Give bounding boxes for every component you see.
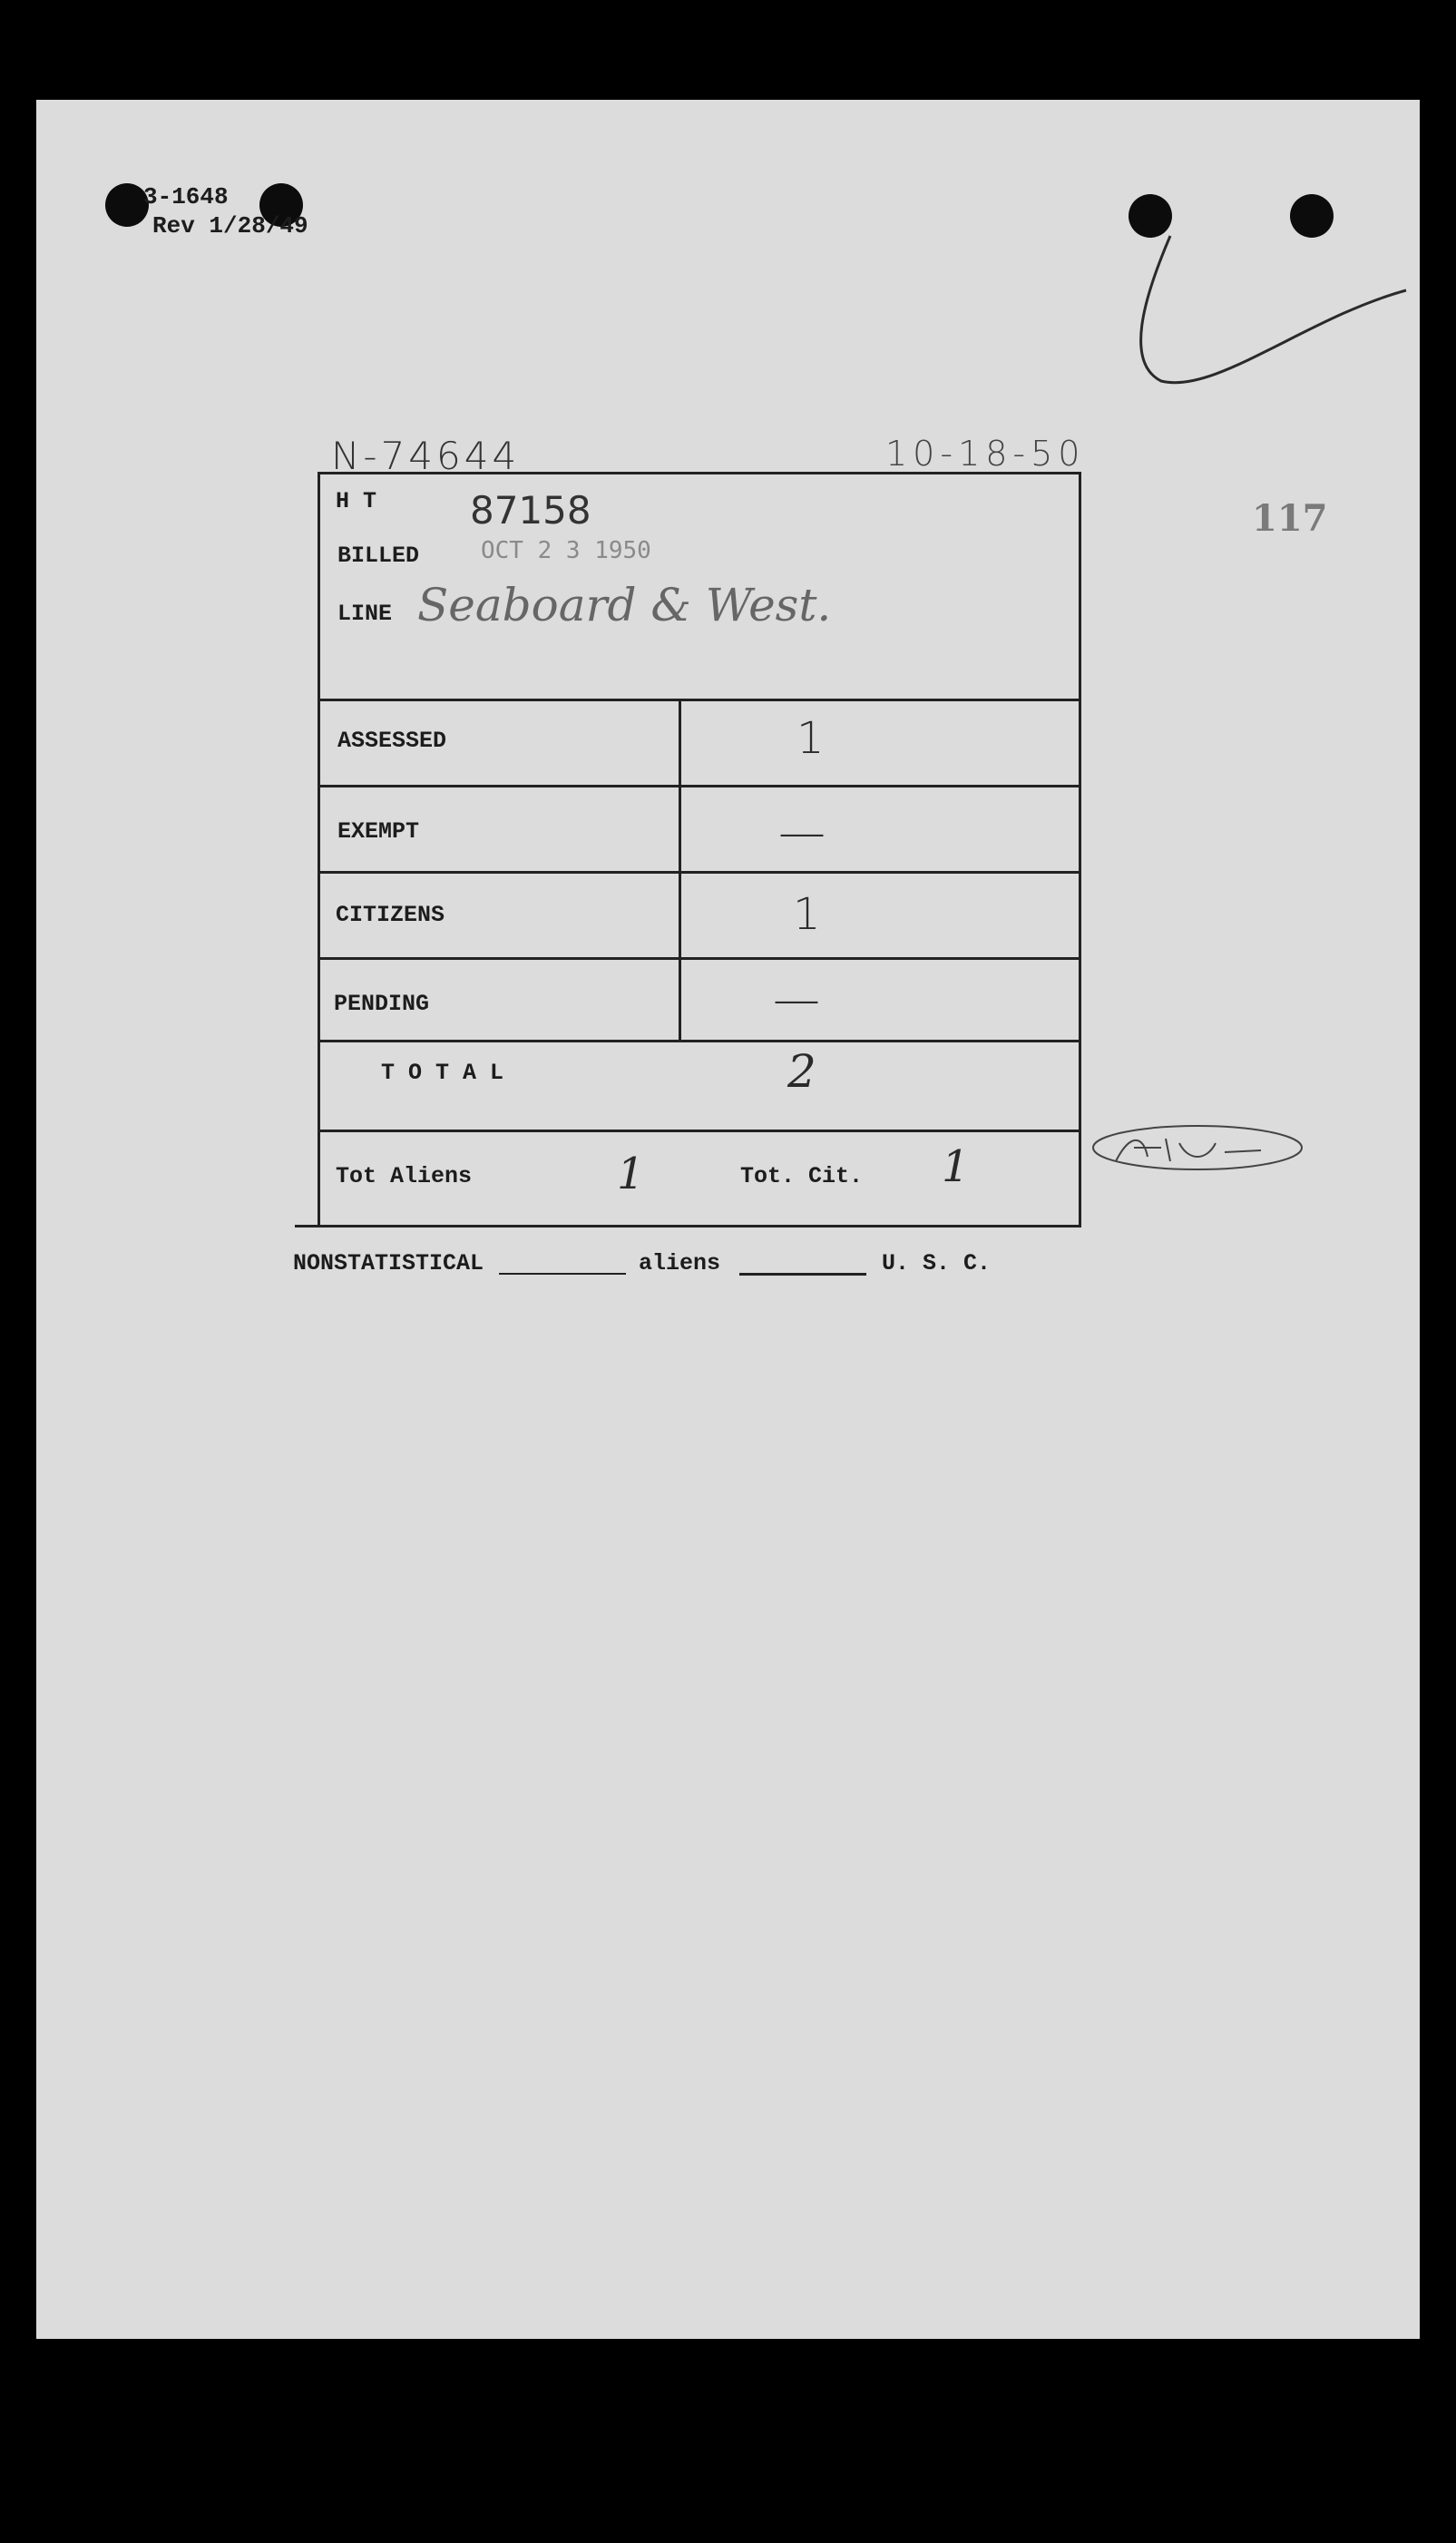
nonstatistical-label: NONSTATISTICAL xyxy=(293,1250,484,1276)
tot-aliens-value: 1 xyxy=(617,1149,645,1199)
ht-number: 87158 xyxy=(470,488,591,533)
check-mark-icon xyxy=(1107,209,1415,399)
row-label: ASSESSED xyxy=(337,728,447,754)
row-value: — xyxy=(773,973,820,1027)
shipping-line: Seaboard & West. xyxy=(417,579,832,631)
usc-label: U. S. C. xyxy=(882,1250,992,1276)
row-label: CITIZENS xyxy=(336,902,445,928)
form-revision: Rev 1/28/49 xyxy=(152,212,308,240)
page-number: 117 xyxy=(1252,497,1328,540)
line-label: LINE xyxy=(337,601,393,627)
row-value: — xyxy=(778,806,826,860)
billed-date-stamp: OCT 2 3 1950 xyxy=(481,537,651,564)
header-date: 10-18-50 xyxy=(885,434,1086,474)
form-number: 3-1648 xyxy=(143,183,229,210)
punch-hole xyxy=(105,183,149,227)
row-label: EXEMPT xyxy=(337,818,420,845)
total-label: T O T A L xyxy=(381,1060,504,1086)
tot-cit-label: Tot. Cit. xyxy=(740,1163,864,1189)
document-page xyxy=(36,100,1420,2339)
ht-label: H T xyxy=(336,488,377,514)
billed-label: BILLED xyxy=(337,543,420,569)
row-label: PENDING xyxy=(334,991,430,1017)
total-value: 2 xyxy=(787,1045,816,1098)
row-value: 1 xyxy=(796,713,825,764)
initials-scribble xyxy=(1080,1107,1315,1188)
file-number: N-74644 xyxy=(331,434,521,478)
tot-aliens-label: Tot Aliens xyxy=(336,1163,473,1189)
row-value: 1 xyxy=(793,889,821,940)
tot-cit-value: 1 xyxy=(942,1141,970,1192)
aliens-label: aliens xyxy=(639,1250,721,1276)
